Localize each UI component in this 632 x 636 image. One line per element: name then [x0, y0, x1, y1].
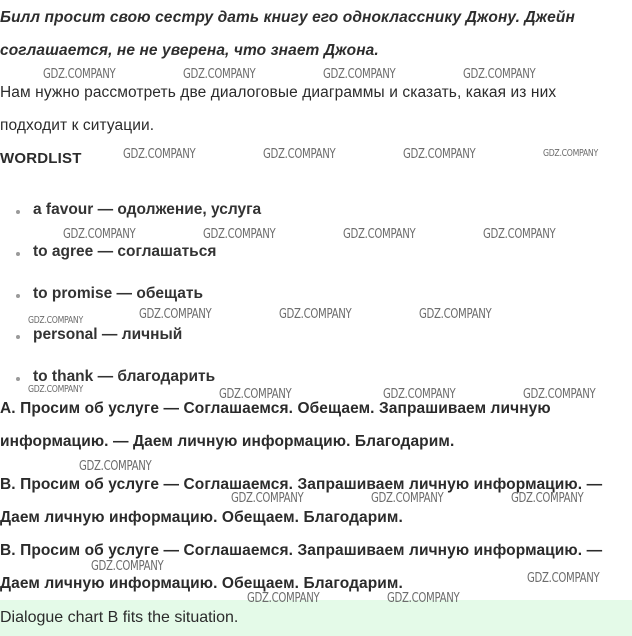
wordlist-item: to thank — благодарить	[33, 368, 216, 385]
watermark: GDZ.COMPANY	[483, 227, 556, 242]
wordlist-heading: WORDLIST	[0, 150, 82, 167]
watermark: GDZ.COMPANY	[247, 591, 320, 606]
option-b2-line-1: B. Просим об услуге — Соглашаемся. Запрашиваем личную информацию. —	[0, 542, 603, 559]
watermark: GDZ.COMPANY	[323, 67, 396, 82]
wordlist-item: personal — личный	[33, 326, 183, 343]
task-intro-line-2: соглашается, не не уверена, что знает Джона.	[0, 42, 379, 59]
watermark: GDZ.COMPANY	[91, 559, 164, 574]
task-instruction-line-1: Нам нужно рассмотреть две диалоговые диаграммы и сказать, какая из них	[0, 84, 557, 101]
watermark: GDZ.COMPANY	[219, 387, 292, 402]
option-b1-line-2: Даем личную информацию. Обещаем. Благодарим.	[0, 509, 403, 526]
watermark: GDZ.COMPANY	[279, 307, 352, 322]
watermark: GDZ.COMPANY	[139, 307, 212, 322]
task-instruction-line-2: подходит к ситуации.	[0, 117, 155, 134]
watermark: GDZ.COMPANY	[371, 491, 444, 506]
watermark: GDZ.COMPANY	[79, 459, 152, 474]
option-a-line-1: A. Просим об услуге — Соглашаемся. Обещаем. Запрашиваем личную	[0, 400, 551, 417]
bullet-dot	[16, 377, 20, 381]
watermark: GDZ.COMPANY	[543, 148, 598, 159]
bullet-dot	[16, 335, 20, 339]
watermark: GDZ.COMPANY	[463, 67, 536, 82]
watermark: GDZ.COMPANY	[419, 307, 492, 322]
watermark: GDZ.COMPANY	[123, 147, 196, 162]
watermark: GDZ.COMPANY	[403, 147, 476, 162]
watermark: GDZ.COMPANY	[263, 147, 336, 162]
answer-text: Dialogue chart B fits the situation.	[0, 609, 239, 626]
option-b2-line-2: Даем личную информацию. Обещаем. Благодарим.	[0, 575, 403, 592]
task-intro-line-1: Билл просит свою сестру дать книгу его однокласснику Джону. Джейн	[0, 9, 575, 26]
bullet-dot	[16, 252, 20, 256]
bullet-dot	[16, 294, 20, 298]
watermark: GDZ.COMPANY	[43, 67, 116, 82]
watermark: GDZ.COMPANY	[63, 227, 136, 242]
watermark: GDZ.COMPANY	[231, 491, 304, 506]
watermark: GDZ.COMPANY	[523, 387, 596, 402]
watermark: GDZ.COMPANY	[343, 227, 416, 242]
watermark: GDZ.COMPANY	[511, 491, 584, 506]
watermark: GDZ.COMPANY	[527, 571, 600, 586]
watermark: GDZ.COMPANY	[203, 227, 276, 242]
wordlist-item: a favour — одолжение, услуга	[33, 201, 262, 218]
option-b1-line-1: B. Просим об услуге — Соглашаемся. Запрашиваем личную информацию. —	[0, 476, 603, 493]
watermark: GDZ.COMPANY	[28, 315, 83, 326]
watermark: GDZ.COMPANY	[383, 387, 456, 402]
bullet-dot	[16, 210, 20, 214]
watermark: GDZ.COMPANY	[183, 67, 256, 82]
wordlist-item: to agree — соглашаться	[33, 243, 217, 260]
watermark: GDZ.COMPANY	[28, 384, 83, 395]
watermark: GDZ.COMPANY	[387, 591, 460, 606]
option-a-line-2: информацию. — Даем личную информацию. Благодарим.	[0, 433, 455, 450]
wordlist-item: to promise — обещать	[33, 285, 204, 302]
